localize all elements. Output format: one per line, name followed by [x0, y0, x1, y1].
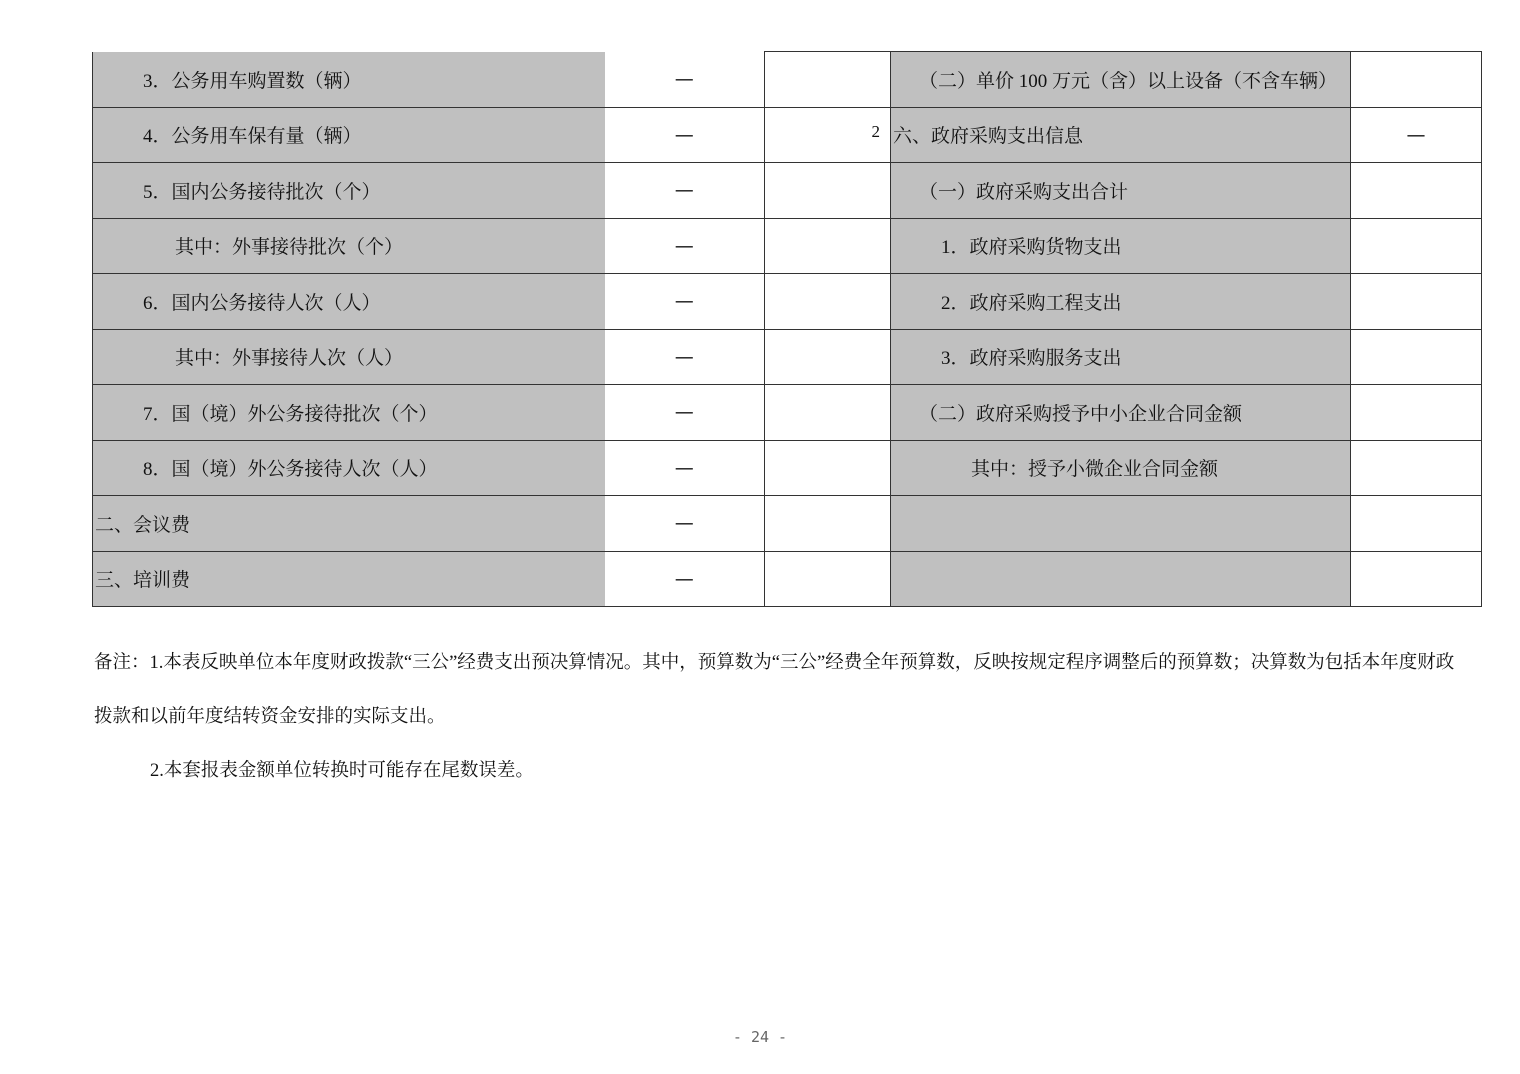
- actual-value: 2: [765, 107, 891, 163]
- table-row: [93, 496, 1482, 552]
- right-row-label: （二）单价 100 万元（含）以上设备（不含车辆）: [891, 52, 1351, 108]
- table-row: [93, 440, 1482, 496]
- table-row: [93, 551, 1482, 607]
- row-label: 其中：外事接待人次（人）: [93, 329, 605, 385]
- table-row: [93, 52, 1482, 108]
- budget-dash: —: [605, 107, 765, 163]
- row-label: 其中：外事接待批次（个）: [93, 218, 605, 274]
- right-row-label: 2．政府采购工程支出: [891, 274, 1351, 330]
- table-row: [93, 274, 1482, 330]
- row-label: 7．国（境）外公务接待批次（个）: [93, 385, 605, 441]
- table-row: [93, 218, 1482, 274]
- row-label: 5．国内公务接待批次（个）: [93, 163, 605, 219]
- right-value: [1351, 385, 1482, 441]
- actual-value: [765, 440, 891, 496]
- budget-dash: —: [605, 440, 765, 496]
- note-line-1: 备注：1.本表反映单位本年度财政拨款“三公”经费支出预决算情况。其中，预算数为“三公”经费全年预算数，反映按规定程序调整后的预算数；决算数为包括本年度财政: [94, 653, 1455, 673]
- budget-dash: —: [605, 385, 765, 441]
- row-label: 8．国（境）外公务接待人次（人）: [93, 440, 605, 496]
- row-label: 3．公务用车购置数（辆）: [93, 52, 605, 108]
- budget-dash: —: [605, 329, 765, 385]
- actual-value: [765, 496, 891, 552]
- right-row-label: [891, 496, 1351, 552]
- row-label: 二、会议费: [93, 496, 605, 552]
- note-line-2: 拨款和以前年度结转资金安排的实际支出。: [94, 707, 446, 727]
- right-value: [1351, 274, 1482, 330]
- right-value: [1351, 52, 1482, 108]
- right-value: [1351, 163, 1482, 219]
- budget-dash: —: [605, 496, 765, 552]
- right-row-label: 六、政府采购支出信息: [891, 107, 1351, 163]
- footnotes: [94, 636, 1484, 798]
- right-value: —: [1351, 107, 1482, 163]
- row-label: 4．公务用车保有量（辆）: [93, 107, 605, 163]
- table-row: [93, 163, 1482, 219]
- right-row-label: [891, 551, 1351, 607]
- actual-value: [765, 163, 891, 219]
- actual-value: [765, 52, 891, 108]
- actual-value: [765, 551, 891, 607]
- right-value: [1351, 440, 1482, 496]
- right-row-label: （一）政府采购支出合计: [891, 163, 1351, 219]
- row-label: 6．国内公务接待人次（人）: [93, 274, 605, 330]
- budget-dash: —: [605, 551, 765, 607]
- row-label: 三、培训费: [93, 551, 605, 607]
- budget-dash: —: [605, 52, 765, 108]
- expense-table: [92, 51, 1482, 607]
- right-value: [1351, 551, 1482, 607]
- right-row-label: 1．政府采购货物支出: [891, 218, 1351, 274]
- note-line-3: 2.本套报表金额单位转换时可能存在尾数误差。: [150, 761, 534, 781]
- right-value: [1351, 329, 1482, 385]
- table-row: [93, 107, 1482, 163]
- right-row-label: （二）政府采购授予中小企业合同金额: [891, 385, 1351, 441]
- page-number: - 24 -: [732, 1028, 788, 1046]
- actual-value: [765, 329, 891, 385]
- budget-dash: —: [605, 218, 765, 274]
- budget-dash: —: [605, 163, 765, 219]
- budget-dash: —: [605, 274, 765, 330]
- right-row-label: 其中：授予小微企业合同金额: [891, 440, 1351, 496]
- actual-value: [765, 385, 891, 441]
- table-row: [93, 385, 1482, 441]
- right-value: [1351, 496, 1482, 552]
- right-row-label: 3．政府采购服务支出: [891, 329, 1351, 385]
- actual-value: [765, 274, 891, 330]
- right-value: [1351, 218, 1482, 274]
- table-row: [93, 329, 1482, 385]
- actual-value: [765, 218, 891, 274]
